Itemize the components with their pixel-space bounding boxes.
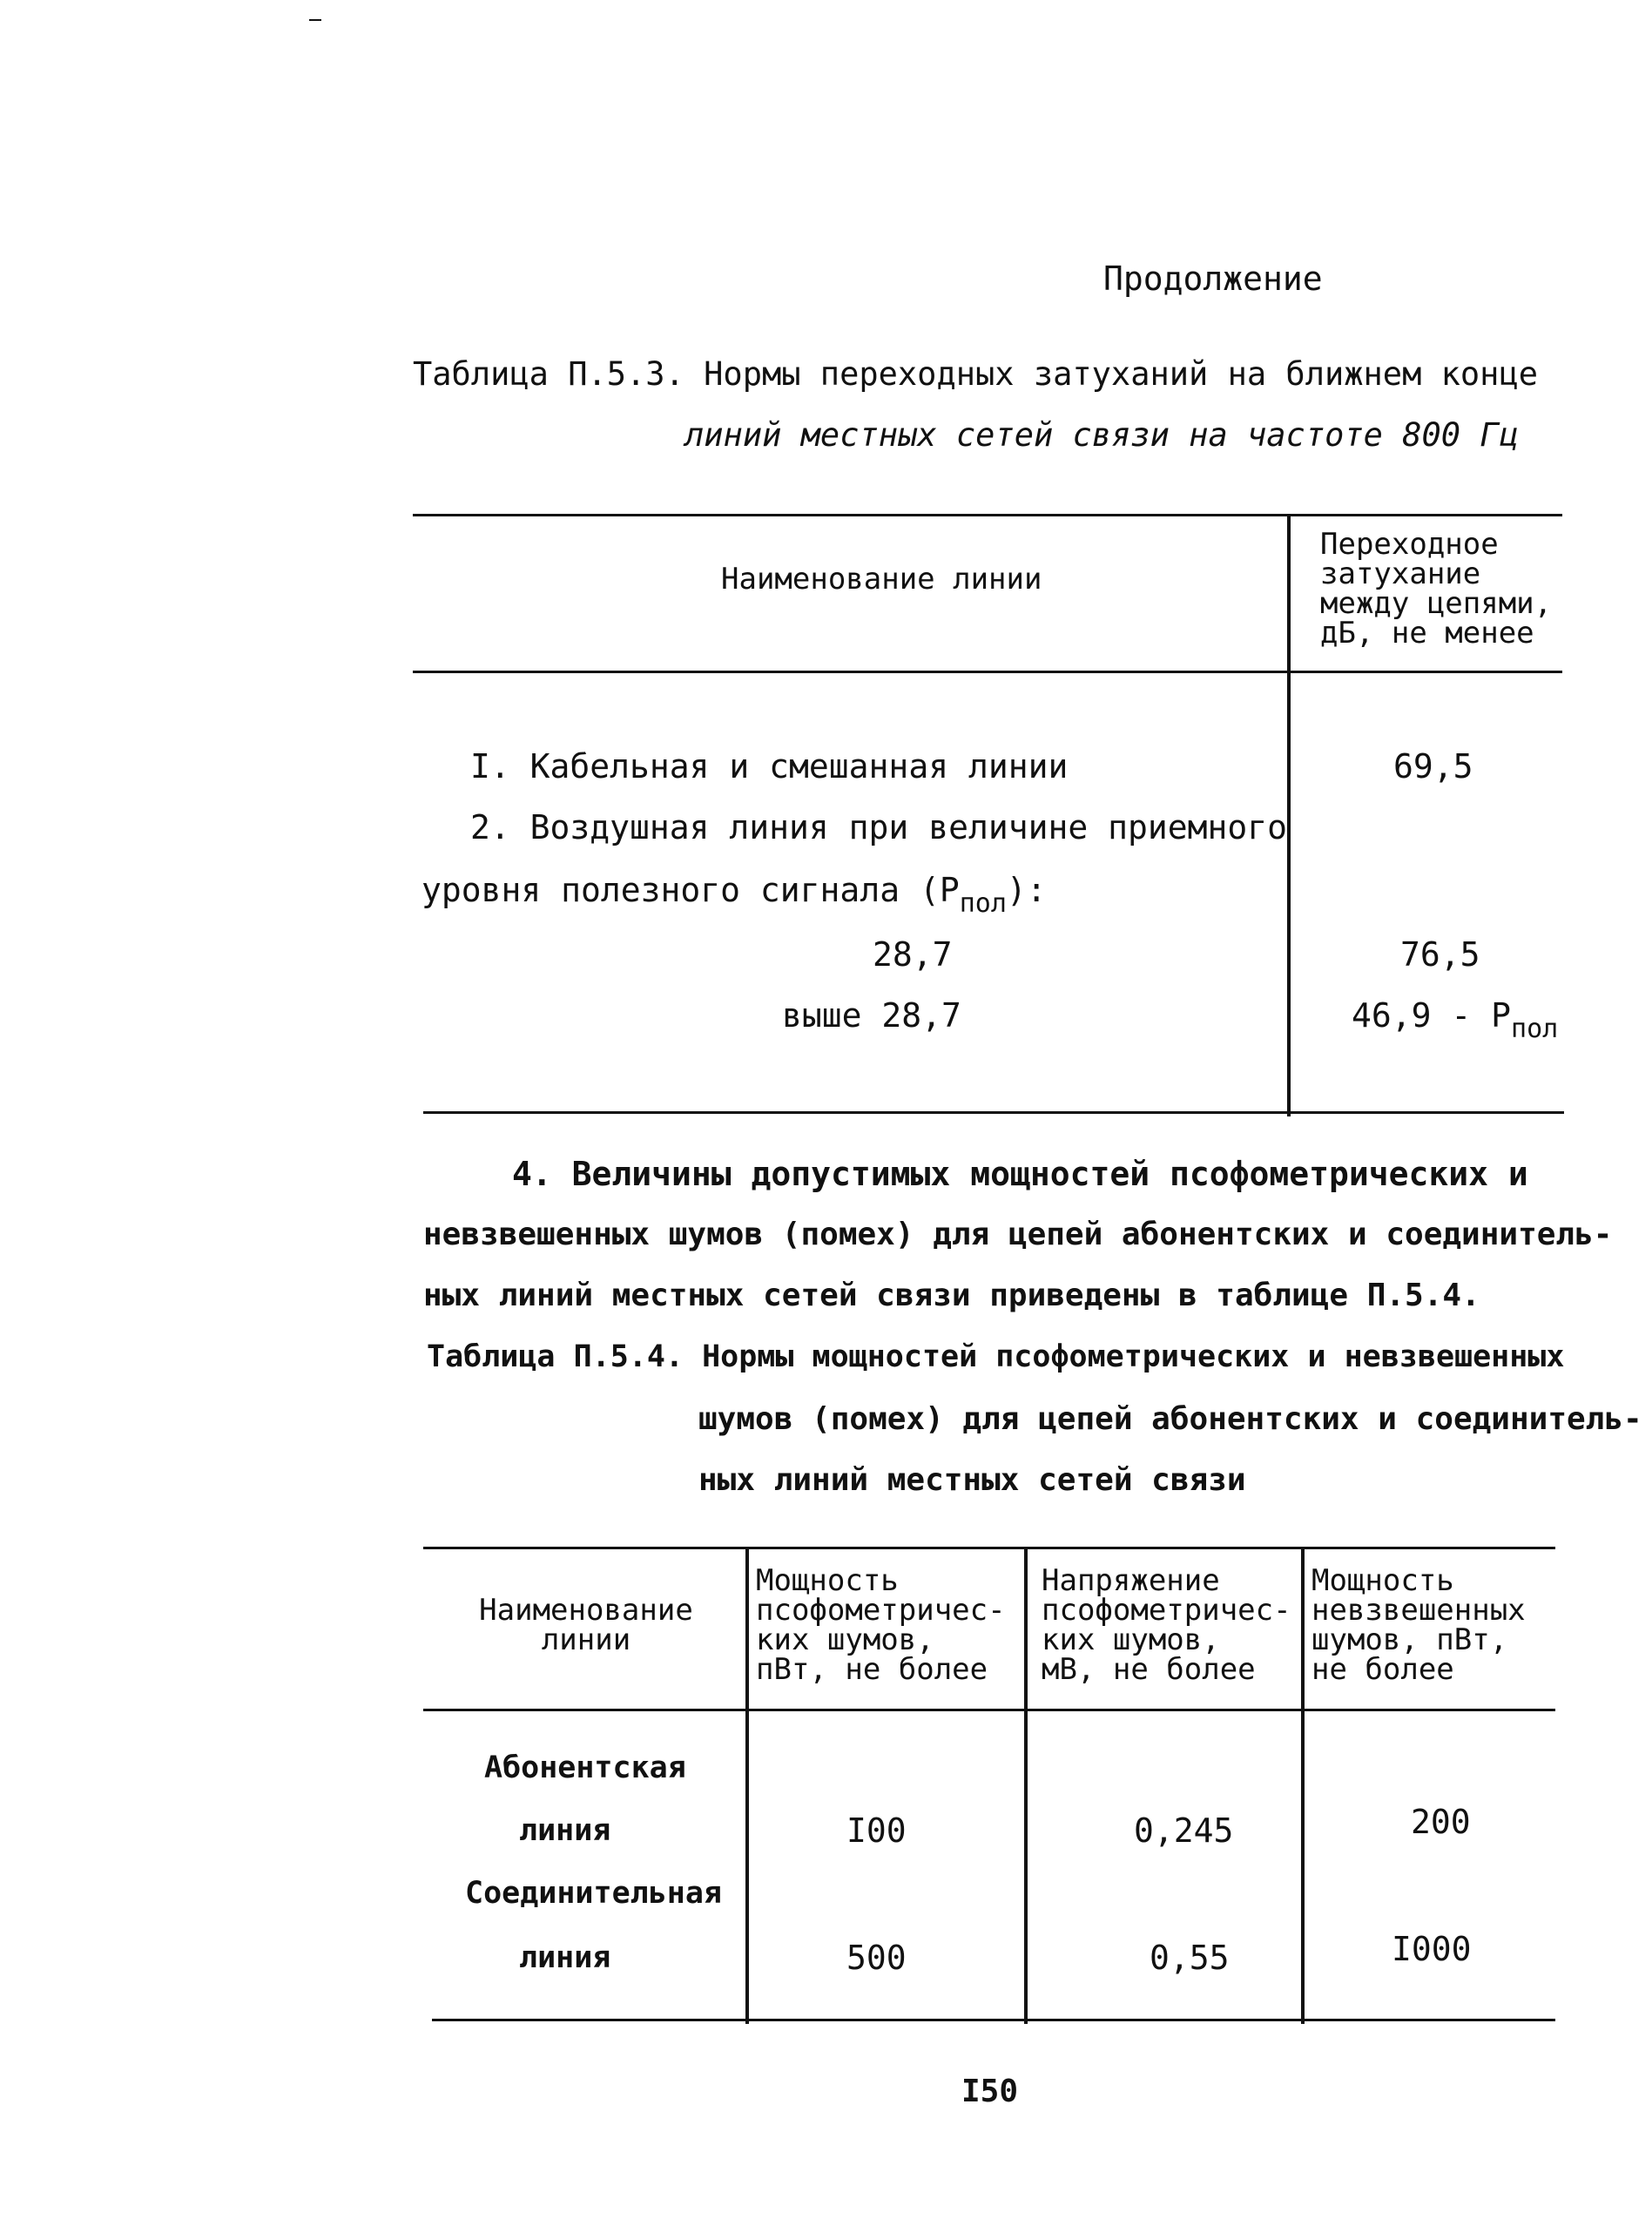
paragraph4-line1: 4. Величины допустимых мощностей псофометрических и <box>512 1155 1528 1193</box>
table-p53-row3-text: уровня полезного сигнала (P <box>421 871 960 909</box>
table-p54-caption-line2: шумов (помех) для цепей абонентских и соединитель- <box>698 1401 1642 1437</box>
table-p54-bottom-rule <box>432 2019 1555 2021</box>
table-p54-header-rule <box>423 1709 1555 1711</box>
table-p53-row5-value-text: 46,9 - P <box>1352 996 1512 1035</box>
table-p53-row4-name: 28,7 <box>873 935 953 974</box>
table-p53-row3-tail: ): <box>1006 871 1047 909</box>
table-p53-row5-name: выше 28,7 <box>782 996 961 1035</box>
table-p53-header-rule <box>413 671 1562 673</box>
table-p53-row5-value <box>1352 996 1558 1049</box>
table-p54-row1-psophometric-voltage: 0,245 <box>1134 1811 1234 1850</box>
table-p53-col-divider <box>1287 516 1291 1116</box>
table-p53-col2-header: Переходное затухание между цепями, дБ, не менее <box>1320 527 1553 651</box>
table-p53-row2-name: 2. Воздушная линия при величине приемного <box>470 808 1287 846</box>
table-p54-col-divider-1 <box>745 1548 749 2024</box>
table-p53-top-rule <box>413 514 1562 516</box>
table-p53-row3-subscript: пол <box>959 888 1007 919</box>
table-p53-row4-value: 76,5 <box>1400 935 1480 974</box>
table-p54-row1-name-line1: Абонентская <box>484 1750 686 1785</box>
table-p54-header-psophometric-voltage: Напряжение псофометричес- ких шумов, мВ, не более <box>1042 1563 1291 1687</box>
table-p53-col1-header: Наименование линии <box>721 562 1042 597</box>
page-number: I50 <box>961 2074 1019 2109</box>
table-p54-row1-name-line2: линия <box>519 1813 611 1848</box>
table-p54-caption-line3: ных линий местных сетей связи <box>698 1462 1246 1498</box>
paragraph4-line3: ных линий местных сетей связи приведены в таблице П.5.4. <box>423 1278 1480 1313</box>
table-p53-row3-name <box>421 871 1047 923</box>
table-p54-row2-name-line2: линия <box>519 1940 611 1975</box>
table-p53-caption-line2: линий местных сетей связи на частоте 800 Гц <box>684 416 1519 454</box>
table-p54-header-name: Наименование линии <box>479 1593 693 1657</box>
table-p54-col-divider-3 <box>1301 1548 1305 2024</box>
table-p54-col-divider-2 <box>1024 1548 1028 2024</box>
scan-mark <box>309 19 321 21</box>
table-p54-caption-line1: Таблица П.5.4. Нормы мощностей псофометрических и невзвешенных <box>427 1339 1565 1374</box>
table-p54-row2-psophometric-voltage: 0,55 <box>1150 1939 1230 1977</box>
table-p53-row1-name: I. Кабельная и смешанная линии <box>470 747 1069 786</box>
table-p54-header-psophometric-power: Мощность псофометричес- ких шумов, пВт, не более <box>756 1563 1006 1687</box>
table-p53-caption-line1: Таблица П.5.3. Нормы переходных затуханий на ближнем конце <box>413 355 1539 393</box>
table-p53-bottom-rule <box>423 1111 1564 1114</box>
table-p54-row2-psophometric-power: 500 <box>846 1939 907 1977</box>
table-p54-row1-psophometric-power: I00 <box>846 1811 907 1850</box>
paragraph4-line2: невзвешенных шумов (помех) для цепей абонентских и соединитель- <box>423 1217 1613 1252</box>
continuation-label: Продолжение <box>1103 260 1323 298</box>
table-p54-top-rule <box>423 1547 1555 1549</box>
table-p53-row5-value-subscript: пол <box>1511 1014 1559 1044</box>
table-p54-row1-unweighted-power: 200 <box>1411 1803 1471 1841</box>
table-p54-row2-unweighted-power: I000 <box>1392 1930 1472 1968</box>
table-p54-header-unweighted-power: Мощность невзвешенных шумов, пВт, не более <box>1311 1563 1526 1687</box>
table-p54-row2-name-line1: Соединительная <box>465 1876 723 1911</box>
table-p53-row1-value: 69,5 <box>1393 747 1473 786</box>
